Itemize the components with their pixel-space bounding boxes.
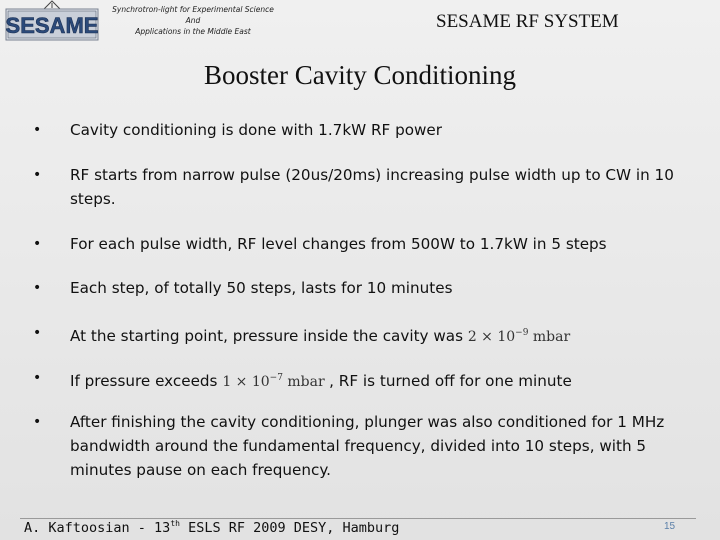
bullet-tail-text: , RF is turned off for one minute [329, 372, 572, 390]
bullet-item [33, 410, 693, 482]
bullet-item [33, 163, 693, 211]
org-line-1: Synchrotron-light for Experimental Science [112, 5, 274, 14]
bullet-item [33, 366, 693, 394]
bullet-item [33, 118, 693, 142]
bullet-dot: • [33, 414, 42, 430]
organization-name [108, 4, 278, 37]
bullet-dot: • [33, 280, 42, 296]
bullet-text: Each step, of totally 50 steps, lasts for 10 minutes [70, 279, 453, 297]
bullet-text: At the starting point, pressure inside the cavity was [70, 327, 463, 345]
sesame-logo [2, 0, 102, 42]
bullet-dot: • [33, 236, 42, 252]
org-line-3: Applications in the Middle East [135, 27, 251, 36]
pressure-start-formula: $2 \times 10^{-9}$ mbar [467, 328, 571, 345]
bullet-dot: • [33, 167, 42, 183]
bullet-dot: • [33, 122, 42, 138]
bullet-dot: • [33, 325, 42, 341]
bullet-text: After finishing the cavity conditioning, plunger was also conditioned for 1 MHz bandwidth around the fundamental frequency, divided into 10 steps, with 5 minutes pause on each frequency. [70, 413, 665, 479]
bullet-text: If pressure exceeds [70, 372, 218, 390]
page-number: 15 [664, 521, 676, 532]
logo-text: SESAME [5, 13, 99, 38]
bullet-dot: • [33, 370, 42, 386]
footer-credit [24, 519, 399, 536]
footer-ordinal: th [170, 519, 180, 528]
bullet-text: RF starts from narrow pulse (20us/20ms) increasing pulse width up to CW in 10 steps. [70, 166, 674, 208]
bullet-item [33, 276, 693, 300]
bullet-text: Cavity conditioning is done with 1.7kW RF power [70, 121, 443, 139]
header-title: SESAME RF SYSTEM [436, 11, 619, 32]
bullet-item [33, 321, 693, 349]
org-line-2: And [185, 16, 201, 25]
footer-author: A. Kaftoosian - 13 [24, 520, 171, 536]
pressure-limit-formula: $1 \times 10^{-7}$ mbar [222, 373, 325, 390]
slide-title: Booster Cavity Conditioning [203, 60, 516, 90]
bullet-item [33, 232, 693, 256]
bullet-text: For each pulse width, RF level changes from 500W to 1.7kW in 5 steps [70, 235, 607, 253]
footer-event: ESLS RF 2009 DESY, Hamburg [179, 520, 400, 536]
